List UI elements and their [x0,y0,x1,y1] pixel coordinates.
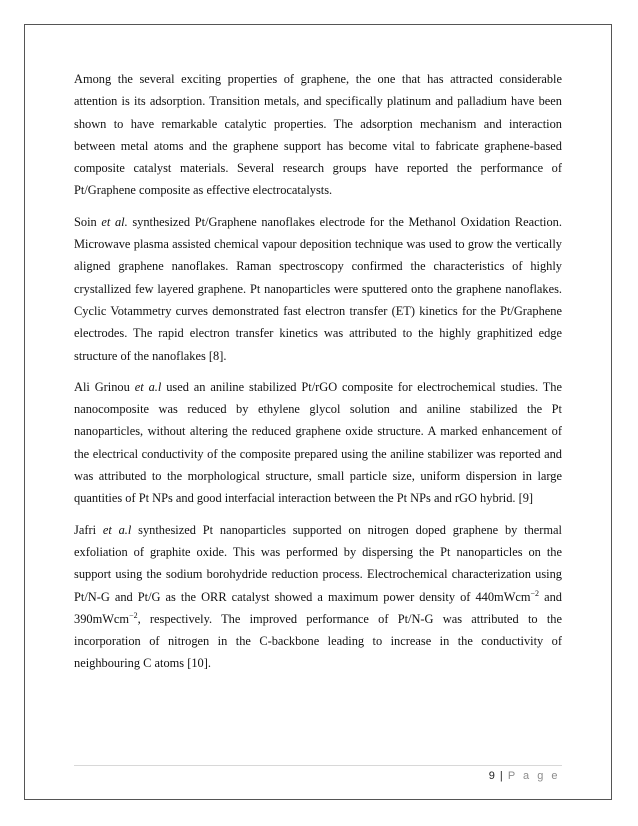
et-al: et a.l [102,522,132,537]
author-name: Jafri [74,522,97,537]
author-name: Ali Grinou [74,379,130,394]
paragraph-jafri [74,519,562,675]
page-number: 9 [488,770,495,782]
page-footer [489,770,560,782]
paragraph-grinou [74,376,562,510]
paragraph-text: synthesized Pt/Graphene nanoflakes electrode for the Methanol Oxidation Reaction. Microwave plasma assisted chemical vapour deposition technique was used to grow the vertically aligned graphene nanoflakes. Raman spectroscopy confirmed the characteristics of highly crystallized few layered graphene. Pt nanoparticles were sputtered onto the graphene nanoflakes. Cyclic Votammetry curves demonstrated fast electron transfer (ET) kinetics for the Pt/Graphene electrodes. The rapid electron transfer kinetics was attributed to the highly graphitized edge structure of the nanoflakes [8]. [74,214,562,363]
paragraph-text: used an aniline stabilized Pt/rGO composite for electrochemical studies. The nanocomposite was reduced by ethylene glycol solution and aniline stabilized the Pt nanoparticles, without altering the reduced graphene oxide structure. A marked enhancement of the electrical conductivity of the composite prepared using the aniline stabilizer was reported and was attributed to the morphological structure, small particle size, uniform dispersion in large quantities of Pt NPs and good interfacial interaction between the Pt NPs and rGO hybrid. [9] [74,379,562,506]
paragraph-soin [74,211,562,367]
paragraph-text: Among the several exciting properties of graphene, the one that has attracted considerable attention is its adsorption. Transition metals, and specifically platinum and palladium have been shown to have remarkable catalytic properties. The adsorption mechanism and interaction between metal atoms and the graphene support has become vital to fabricate graphene-based composite catalyst materials. Several research groups have reported the performance of Pt/Graphene composite as effective electrocatalysts. [74,72,562,198]
footer-divider [74,765,562,766]
superscript: −2 [129,610,138,620]
page-label: P a g e [507,770,560,782]
et-al: et a.l [134,379,162,394]
et-al: et al. [101,214,128,229]
author-name: Soin [74,214,97,229]
paragraph-text: synthesized Pt nanoparticles supported on nitrogen doped graphene by thermal exfoliation of graphite oxide. This was performed by dispersing the Pt nanoparticles on the support using the sodium borohydride reduction process. Electrochemical characterization using Pt/N-G and Pt/G as the ORR catalyst showed a maximum power density of 440mWcm [74,522,562,604]
superscript: −2 [530,588,540,598]
paragraph-text: and 390mWcm [74,589,562,626]
document-body [74,68,562,684]
paragraph-intro [74,68,562,202]
footer-separator: | [499,770,503,782]
paragraph-text: , respectively. The improved performance of Pt/N-G was attributed to the incorporation of nitrogen in the C-backbone leading to increase in the conductivity of neighbouring C atoms [10]. [74,611,562,671]
